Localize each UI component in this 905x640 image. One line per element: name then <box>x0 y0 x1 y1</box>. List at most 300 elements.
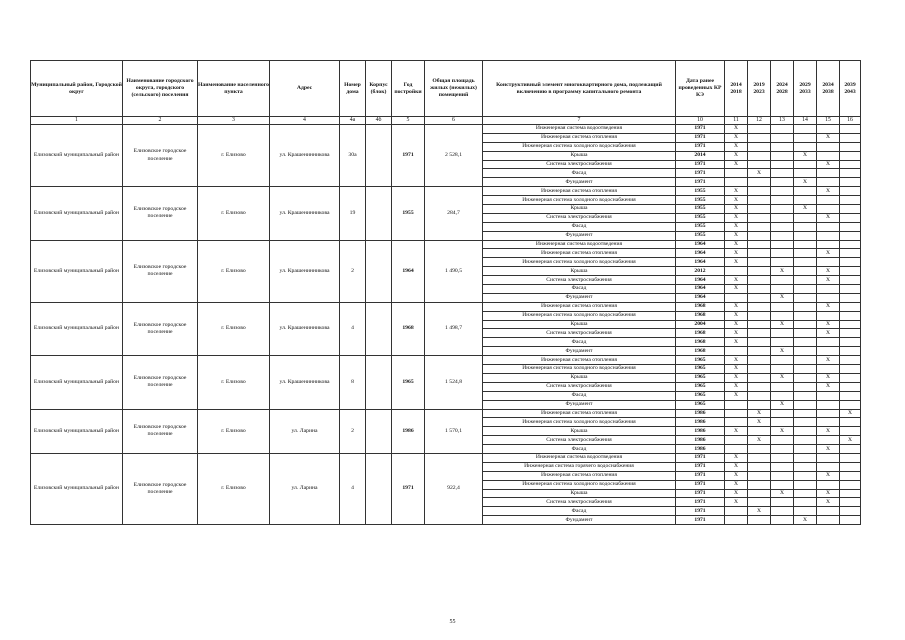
prev-repair-date-cell: 1955 <box>676 187 725 196</box>
period-mark-cell <box>771 338 794 347</box>
period-mark-cell: X <box>771 489 794 498</box>
table-row <box>31 187 861 196</box>
element-name-cell: Крыша <box>483 489 676 498</box>
period-mark-cell <box>771 445 794 454</box>
col-number: 13 <box>771 117 794 125</box>
period-mark-cell <box>840 400 861 409</box>
block-cell <box>366 125 392 187</box>
period-mark-cell: X <box>725 151 748 160</box>
element-name-cell: Система электроснабжения <box>483 436 676 445</box>
period-mark-cell: X <box>725 160 748 169</box>
period-mark-cell: X <box>817 187 840 196</box>
period-mark-cell <box>748 240 771 249</box>
period-mark-cell: X <box>725 133 748 142</box>
settlement-cell: Елизовское городское поселение <box>123 302 198 355</box>
district-cell: Елизовский муниципальный район <box>31 302 123 355</box>
period-mark-cell <box>817 285 840 294</box>
prev-repair-date-cell: 1971 <box>676 471 725 480</box>
period-mark-cell: X <box>817 356 840 365</box>
year-cell: 1955 <box>392 187 425 240</box>
period-mark-cell <box>840 151 861 160</box>
period-mark-cell: X <box>725 222 748 231</box>
period-mark-cell: X <box>817 373 840 382</box>
period-mark-cell <box>840 462 861 471</box>
element-name-cell: Инженерная система холодного водоснабжения <box>483 480 676 489</box>
period-mark-cell <box>794 480 817 489</box>
prev-repair-date-cell: 1971 <box>676 125 725 134</box>
period-mark-cell <box>794 169 817 178</box>
period-mark-cell: X <box>725 489 748 498</box>
period-mark-cell <box>817 365 840 374</box>
col-number: 16 <box>840 117 861 125</box>
element-name-cell: Инженерная система холодного водоснабжения <box>483 142 676 151</box>
period-mark-cell <box>794 258 817 267</box>
element-name-cell: Инженерная система холодного водоснабжения <box>483 365 676 374</box>
prev-repair-date-cell: 1986 <box>676 418 725 427</box>
element-name-cell: Инженерная система отопления <box>483 409 676 418</box>
period-mark-cell <box>840 427 861 436</box>
period-mark-cell <box>748 329 771 338</box>
period-mark-cell <box>840 373 861 382</box>
period-mark-cell <box>840 347 861 356</box>
period-mark-cell <box>771 151 794 160</box>
period-mark-cell <box>840 302 861 311</box>
period-mark-cell <box>840 231 861 240</box>
period-mark-cell <box>817 462 840 471</box>
element-name-cell: Фундамент <box>483 293 676 302</box>
period-mark-cell <box>771 205 794 214</box>
col-number: 1 <box>31 117 123 125</box>
col-header-period-2034: 2034 2038 <box>817 61 840 117</box>
prev-repair-date-cell: 1986 <box>676 445 725 454</box>
prev-repair-date-cell: 1986 <box>676 427 725 436</box>
prev-repair-date-cell: 1964 <box>676 258 725 267</box>
area-cell: 284,7 <box>425 187 483 240</box>
col-header-locality: Наименование населенного пункта <box>198 61 270 117</box>
prev-repair-date-cell: 1986 <box>676 436 725 445</box>
period-mark-cell <box>748 445 771 454</box>
period-mark-cell <box>771 418 794 427</box>
table-row <box>31 302 861 311</box>
period-mark-cell: X <box>725 453 748 462</box>
period-mark-cell: X <box>748 409 771 418</box>
element-name-cell: Крыша <box>483 373 676 382</box>
period-mark-cell <box>794 320 817 329</box>
col-number: 4 <box>270 117 340 125</box>
period-mark-cell: X <box>817 249 840 258</box>
period-mark-cell: X <box>725 338 748 347</box>
period-mark-cell <box>840 240 861 249</box>
period-mark-cell: X <box>725 231 748 240</box>
period-mark-cell <box>794 311 817 320</box>
year-cell: 1964 <box>392 240 425 302</box>
prev-repair-date-cell: 1968 <box>676 338 725 347</box>
period-mark-cell <box>794 285 817 294</box>
period-mark-cell <box>771 222 794 231</box>
period-mark-cell <box>748 471 771 480</box>
capital-repair-table <box>30 60 861 525</box>
address-cell: ул. Ларина <box>270 409 340 453</box>
prev-repair-date-cell: 1964 <box>676 249 725 258</box>
element-name-cell: Инженерная система водоотведения <box>483 453 676 462</box>
period-mark-cell <box>771 409 794 418</box>
element-name-cell: Фасад <box>483 169 676 178</box>
period-mark-cell <box>817 231 840 240</box>
period-mark-cell <box>840 293 861 302</box>
period-mark-cell <box>817 400 840 409</box>
period-mark-cell <box>771 231 794 240</box>
period-mark-cell <box>840 276 861 285</box>
period-mark-cell: X <box>817 320 840 329</box>
district-cell: Елизовский муниципальный район <box>31 240 123 302</box>
period-mark-cell <box>794 427 817 436</box>
col-header-prev-repair-date: Дата ранее проведенных КР КЭ <box>676 61 725 117</box>
block-cell <box>366 453 392 524</box>
settlement-cell: Елизовское городское поселение <box>123 240 198 302</box>
prev-repair-date-cell: 1971 <box>676 178 725 187</box>
period-mark-cell: X <box>725 356 748 365</box>
period-mark-cell <box>840 196 861 205</box>
table-row <box>31 409 861 418</box>
col-number: 15 <box>817 117 840 125</box>
period-mark-cell <box>794 302 817 311</box>
table-body <box>31 125 861 525</box>
period-mark-cell <box>748 231 771 240</box>
period-mark-cell <box>771 311 794 320</box>
period-mark-cell: X <box>817 427 840 436</box>
period-mark-cell <box>840 142 861 151</box>
period-mark-cell <box>817 418 840 427</box>
period-mark-cell <box>748 205 771 214</box>
locality-cell: г. Елизово <box>198 240 270 302</box>
period-mark-cell <box>748 462 771 471</box>
period-mark-cell <box>840 507 861 516</box>
period-mark-cell <box>748 453 771 462</box>
period-mark-cell <box>794 231 817 240</box>
element-name-cell: Система электроснабжения <box>483 382 676 391</box>
period-mark-cell <box>817 436 840 445</box>
period-mark-cell <box>817 409 840 418</box>
period-mark-cell <box>817 480 840 489</box>
period-mark-cell <box>794 329 817 338</box>
period-mark-cell <box>771 142 794 151</box>
period-mark-cell <box>794 409 817 418</box>
prev-repair-date-cell: 1968 <box>676 311 725 320</box>
period-mark-cell <box>840 205 861 214</box>
period-mark-cell <box>840 498 861 507</box>
period-mark-cell <box>840 311 861 320</box>
element-name-cell: Крыша <box>483 427 676 436</box>
period-mark-cell <box>817 453 840 462</box>
district-cell: Елизовский муниципальный район <box>31 187 123 240</box>
prev-repair-date-cell: 2004 <box>676 320 725 329</box>
block-cell <box>366 240 392 302</box>
period-mark-cell <box>748 347 771 356</box>
element-name-cell: Фасад <box>483 222 676 231</box>
period-mark-cell <box>817 196 840 205</box>
period-mark-cell <box>771 365 794 374</box>
col-number: 3 <box>198 117 270 125</box>
period-mark-cell <box>794 471 817 480</box>
period-mark-cell <box>840 471 861 480</box>
period-mark-cell <box>748 516 771 525</box>
period-mark-cell <box>794 445 817 454</box>
area-cell: 1 490,5 <box>425 240 483 302</box>
table-row <box>31 453 861 462</box>
page-number: 55 <box>449 619 456 625</box>
period-mark-cell <box>725 293 748 302</box>
period-mark-cell <box>817 293 840 302</box>
period-mark-cell: X <box>817 329 840 338</box>
element-name-cell: Инженерная система холодного водоснабжения <box>483 196 676 205</box>
element-name-cell: Инженерная система водоотведения <box>483 125 676 134</box>
element-name-cell: Фасад <box>483 445 676 454</box>
period-mark-cell <box>840 453 861 462</box>
period-mark-cell: X <box>725 311 748 320</box>
element-name-cell: Инженерная система отопления <box>483 187 676 196</box>
period-mark-cell: X <box>725 382 748 391</box>
period-mark-cell <box>794 267 817 276</box>
period-mark-cell <box>794 498 817 507</box>
element-name-cell: Инженерная система холодного водоснабжения <box>483 311 676 320</box>
period-mark-cell: X <box>725 302 748 311</box>
period-mark-cell <box>817 347 840 356</box>
period-mark-cell <box>748 365 771 374</box>
period-mark-cell <box>771 196 794 205</box>
period-mark-cell <box>748 285 771 294</box>
element-name-cell: Фундамент <box>483 400 676 409</box>
period-mark-cell <box>840 178 861 187</box>
period-mark-cell: X <box>725 205 748 214</box>
period-mark-cell <box>771 462 794 471</box>
element-name-cell: Система электроснабжения <box>483 329 676 338</box>
period-mark-cell <box>840 125 861 134</box>
prev-repair-date-cell: 1968 <box>676 329 725 338</box>
element-name-cell: Инженерная система отопления <box>483 302 676 311</box>
address-cell: ул. Ларина <box>270 453 340 524</box>
col-number: 12 <box>748 117 771 125</box>
period-mark-cell: X <box>817 213 840 222</box>
area-cell: 1 524,8 <box>425 356 483 409</box>
district-cell: Елизовский муниципальный район <box>31 409 123 453</box>
address-cell: ул. Крашенинникова <box>270 187 340 240</box>
element-name-cell: Фасад <box>483 391 676 400</box>
element-name-cell: Инженерная система горячего водоснабжения <box>483 462 676 471</box>
prev-repair-date-cell: 1965 <box>676 373 725 382</box>
period-mark-cell <box>748 382 771 391</box>
period-mark-cell: X <box>771 347 794 356</box>
element-name-cell: Крыша <box>483 151 676 160</box>
col-header-address: Адрес <box>270 61 340 117</box>
col-number: 11 <box>725 117 748 125</box>
period-mark-cell <box>771 240 794 249</box>
period-mark-cell: X <box>725 276 748 285</box>
period-mark-cell <box>840 320 861 329</box>
element-name-cell: Инженерная система отопления <box>483 471 676 480</box>
period-mark-cell <box>748 427 771 436</box>
prev-repair-date-cell: 1971 <box>676 498 725 507</box>
house-number-cell: 19 <box>340 187 366 240</box>
period-mark-cell <box>794 276 817 285</box>
period-mark-cell: X <box>725 125 748 134</box>
period-mark-cell <box>725 400 748 409</box>
period-mark-cell: X <box>771 400 794 409</box>
period-mark-cell <box>817 311 840 320</box>
element-name-cell: Фасад <box>483 338 676 347</box>
period-mark-cell <box>817 142 840 151</box>
period-mark-cell <box>771 453 794 462</box>
period-mark-cell <box>748 276 771 285</box>
period-mark-cell <box>748 222 771 231</box>
period-mark-cell <box>771 436 794 445</box>
period-mark-cell <box>771 382 794 391</box>
period-mark-cell: X <box>725 320 748 329</box>
period-mark-cell: X <box>725 196 748 205</box>
settlement-cell: Елизовское городское поселение <box>123 453 198 524</box>
period-mark-cell <box>794 400 817 409</box>
period-mark-cell <box>771 391 794 400</box>
period-mark-cell <box>817 240 840 249</box>
period-mark-cell: X <box>817 498 840 507</box>
locality-cell: г. Елизово <box>198 125 270 187</box>
period-mark-cell <box>748 187 771 196</box>
period-mark-cell <box>840 445 861 454</box>
col-header-period-2024: 2024 2028 <box>771 61 794 117</box>
period-mark-cell: X <box>725 471 748 480</box>
period-mark-cell <box>840 267 861 276</box>
prev-repair-date-cell: 1968 <box>676 302 725 311</box>
period-mark-cell: X <box>725 240 748 249</box>
col-number: 4а <box>340 117 366 125</box>
period-mark-cell <box>725 445 748 454</box>
period-mark-cell <box>840 338 861 347</box>
prev-repair-date-cell: 1964 <box>676 293 725 302</box>
period-mark-cell: X <box>794 516 817 525</box>
col-header-period-2019: 2019 2023 <box>748 61 771 117</box>
year-cell: 1965 <box>392 356 425 409</box>
period-mark-cell <box>748 302 771 311</box>
period-mark-cell: X <box>725 258 748 267</box>
col-number: 10 <box>676 117 725 125</box>
prev-repair-date-cell: 1971 <box>676 480 725 489</box>
settlement-cell: Елизовское городское поселение <box>123 409 198 453</box>
table-row <box>31 125 861 134</box>
col-header-element: Конструктивный элемент многоквартирного дома, подлежащий включению в программу капитального ремонта <box>483 61 676 117</box>
period-mark-cell: X <box>817 267 840 276</box>
period-mark-cell <box>748 249 771 258</box>
locality-cell: г. Елизово <box>198 356 270 409</box>
period-mark-cell: X <box>771 320 794 329</box>
period-mark-cell <box>794 213 817 222</box>
period-mark-cell <box>794 489 817 498</box>
period-mark-cell: X <box>817 489 840 498</box>
prev-repair-date-cell: 1971 <box>676 160 725 169</box>
period-mark-cell <box>748 160 771 169</box>
period-mark-cell <box>840 516 861 525</box>
house-number-cell: 30а <box>340 125 366 187</box>
table-row <box>31 356 861 365</box>
district-cell: Елизовский муниципальный район <box>31 125 123 187</box>
period-mark-cell <box>748 196 771 205</box>
period-mark-cell: X <box>817 302 840 311</box>
period-mark-cell <box>748 391 771 400</box>
year-cell: 1971 <box>392 453 425 524</box>
period-mark-cell: X <box>748 169 771 178</box>
period-mark-cell <box>794 249 817 258</box>
period-mark-cell <box>748 125 771 134</box>
period-mark-cell <box>725 409 748 418</box>
period-mark-cell <box>794 222 817 231</box>
element-name-cell: Крыша <box>483 205 676 214</box>
period-mark-cell <box>794 125 817 134</box>
element-name-cell: Инженерная система отопления <box>483 356 676 365</box>
settlement-cell: Елизовское городское поселение <box>123 125 198 187</box>
period-mark-cell <box>725 169 748 178</box>
period-mark-cell: X <box>771 427 794 436</box>
period-mark-cell <box>840 222 861 231</box>
period-mark-cell <box>794 187 817 196</box>
period-mark-cell: X <box>794 178 817 187</box>
prev-repair-date-cell: 1971 <box>676 489 725 498</box>
period-mark-cell: X <box>771 373 794 382</box>
period-mark-cell <box>794 196 817 205</box>
house-number-cell: 8 <box>340 356 366 409</box>
prev-repair-date-cell: 1965 <box>676 391 725 400</box>
period-mark-cell <box>771 133 794 142</box>
prev-repair-date-cell: 1971 <box>676 169 725 178</box>
period-mark-cell <box>771 480 794 489</box>
prev-repair-date-cell: 1968 <box>676 347 725 356</box>
period-mark-cell <box>794 436 817 445</box>
prev-repair-date-cell: 2012 <box>676 267 725 276</box>
period-mark-cell <box>771 276 794 285</box>
prev-repair-date-cell: 1971 <box>676 142 725 151</box>
period-mark-cell <box>840 418 861 427</box>
element-name-cell: Инженерная система холодного водоснабжения <box>483 258 676 267</box>
period-mark-cell <box>840 133 861 142</box>
element-name-cell: Фасад <box>483 285 676 294</box>
house-number-cell: 4 <box>340 302 366 355</box>
period-mark-cell: X <box>817 133 840 142</box>
prev-repair-date-cell: 1965 <box>676 400 725 409</box>
period-mark-cell <box>748 267 771 276</box>
period-mark-cell <box>771 258 794 267</box>
period-mark-cell <box>840 382 861 391</box>
period-mark-cell <box>817 338 840 347</box>
table-row <box>31 240 861 249</box>
period-mark-cell <box>748 133 771 142</box>
period-mark-cell <box>817 169 840 178</box>
period-mark-cell: X <box>840 409 861 418</box>
address-cell: ул. Крашенинникова <box>270 302 340 355</box>
house-number-cell: 2 <box>340 409 366 453</box>
period-mark-cell <box>771 356 794 365</box>
col-number: 4б <box>366 117 392 125</box>
col-number: 14 <box>794 117 817 125</box>
prev-repair-date-cell: 1971 <box>676 453 725 462</box>
prev-repair-date-cell: 1964 <box>676 276 725 285</box>
period-mark-cell: X <box>748 418 771 427</box>
period-mark-cell <box>840 391 861 400</box>
block-cell <box>366 356 392 409</box>
prev-repair-date-cell: 1971 <box>676 516 725 525</box>
prev-repair-date-cell: 1971 <box>676 462 725 471</box>
period-mark-cell: X <box>794 205 817 214</box>
period-mark-cell <box>748 178 771 187</box>
prev-repair-date-cell: 1964 <box>676 285 725 294</box>
period-mark-cell <box>817 151 840 160</box>
period-mark-cell <box>794 373 817 382</box>
